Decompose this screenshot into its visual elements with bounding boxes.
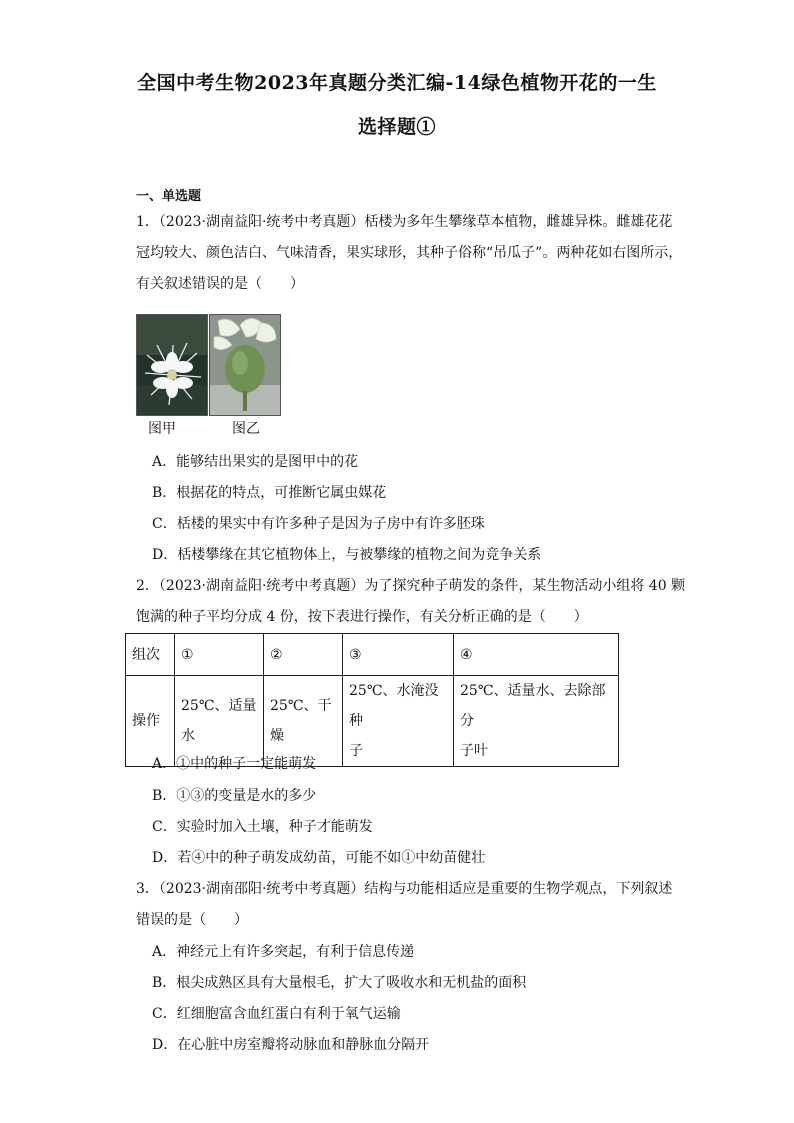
table-header-cell: ② (264, 634, 343, 676)
table-cell (175, 676, 264, 767)
q2-option-b[interactable]: B．①③的变量是水的多少 (152, 788, 317, 804)
table-row-label: 操作 (126, 676, 175, 767)
q2-stem-line-1: 2．（2023·湖南益阳·统考中考真题）为了探究种子萌发的条件，某生物活动小组将 40 颗 (136, 578, 686, 594)
q1-option-a[interactable]: A．能够结出果实的是图甲中的花 (152, 454, 359, 470)
q3-stem-line-2: 错误的是（ ） (136, 912, 248, 928)
table-cell-line: 子 (349, 743, 363, 759)
q1-stem-line-3: 有关叙述错误的是（ ） (136, 276, 304, 292)
table-header-cell: ④ (454, 634, 619, 676)
figure-caption-jia: 图甲 (148, 421, 176, 437)
table-cell (343, 676, 454, 767)
q2-option-d[interactable]: D．若④中的种子萌发成幼苗，可能不如①中幼苗健壮 (152, 850, 486, 866)
q1-stem-line-1: 1．（2023·湖南益阳·统考中考真题）栝楼为多年生攀缘草本植物，雌雄异株。雌雄花花 (136, 214, 673, 230)
table-header-row (126, 634, 619, 676)
table-row (126, 676, 619, 767)
q1-option-b[interactable]: B．根据花的特点，可推断它属虫媒花 (152, 485, 387, 501)
document-subtitle: 选择题① (357, 116, 436, 138)
table-cell (264, 676, 343, 767)
q3-option-c[interactable]: C．红细胞富含血红蛋白有利于氧气运输 (152, 1006, 401, 1022)
figure-fruit-flower-photo (209, 314, 281, 416)
table-cell-line: 水 (181, 728, 195, 744)
q1-option-c[interactable]: C．栝楼的果实中有许多种子是因为子房中有许多胚珠 (152, 516, 485, 532)
table-header-cell: ③ (343, 634, 454, 676)
q3-option-b[interactable]: B．根尖成熟区具有大量根毛，扩大了吸收水和无机盐的面积 (152, 975, 527, 991)
q1-stem-line-2: 冠均较大、颜色洁白、气味清香，果实球形，其种子俗称“吊瓜子”。两种花如右图所示， (136, 245, 683, 261)
figure-caption-yi: 图乙 (232, 421, 260, 437)
experiment-table (125, 633, 619, 767)
q3-option-d[interactable]: D．在心脏中房室瓣将动脉血和静脉血分隔开 (152, 1037, 430, 1053)
table-cell-line: 子叶 (460, 743, 488, 759)
q3-stem-line-1: 3．（2023·湖南邵阳·统考中考真题）结构与功能相适应是重要的生物学观点，下列叙述 (136, 881, 673, 897)
table-header-cell: ① (175, 634, 264, 676)
q2-stem-line-2: 饱满的种子平均分成 4 份，按下表进行操作，有关分析正确的是（ ） (136, 609, 588, 625)
table-cell-line: 25℃、适量水、去除部分 (460, 683, 606, 729)
figure-female-flower-photo (136, 314, 208, 416)
q3-option-a[interactable]: A．神经元上有许多突起，有利于信息传递 (152, 944, 415, 960)
table-cell-line: 25℃、水淹没种 (349, 683, 439, 729)
table-cell (454, 676, 619, 767)
q1-option-d[interactable]: D．栝楼攀缘在其它植物体上，与被攀缘的植物之间为竞争关系 (152, 547, 542, 563)
table-cell-line: 25℃、适量 (181, 698, 257, 714)
document-title: 全国中考生物2023年真题分类汇编-14绿色植物开花的一生 (137, 72, 657, 94)
q2-option-a[interactable]: A．①中的种子一定能萌发 (152, 756, 317, 772)
table-header-cell: 组次 (126, 634, 175, 676)
table-cell-line: 25℃、干燥 (270, 698, 332, 744)
q2-option-c[interactable]: C．实验时加入土壤，种子才能萌发 (152, 819, 373, 835)
section-heading: 一、单选题 (136, 189, 202, 204)
